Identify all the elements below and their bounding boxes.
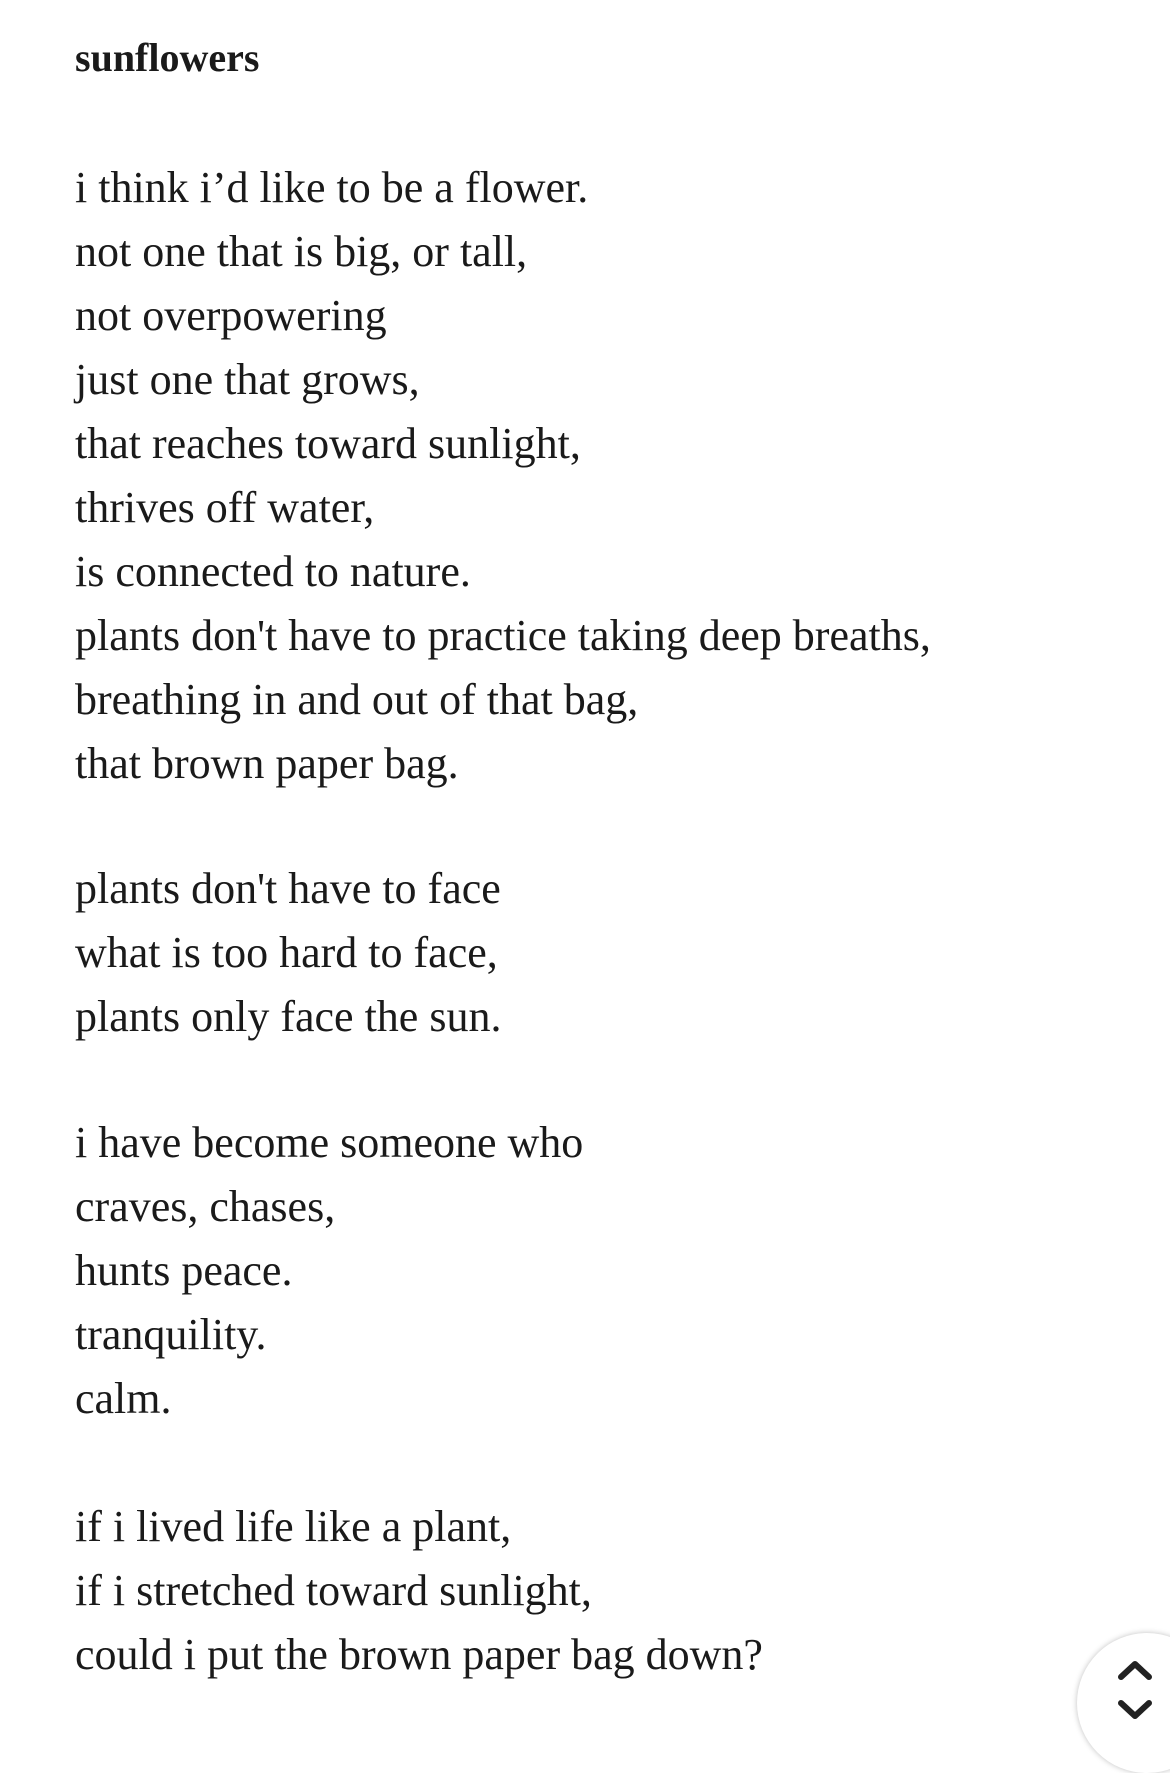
- poem-line: hunts peace.: [75, 1246, 293, 1295]
- poem-line: is connected to nature.: [75, 547, 471, 596]
- poem-line: could i put the brown paper bag down?: [75, 1630, 763, 1679]
- previous-button[interactable]: [1115, 1655, 1155, 1685]
- poem-line: what is too hard to face,: [75, 928, 498, 977]
- stanza-3: [75, 1111, 583, 1431]
- stanza-1: [75, 156, 931, 796]
- poem-line: that reaches toward sunlight,: [75, 419, 581, 468]
- chevron-down-icon: [1115, 1695, 1155, 1725]
- poem-line: craves, chases,: [75, 1182, 336, 1231]
- poem-line: i have become someone who: [75, 1118, 584, 1167]
- poem-line: tranquility.: [75, 1310, 267, 1359]
- poem-line: plants only face the sun.: [75, 992, 502, 1041]
- next-button[interactable]: [1115, 1695, 1155, 1725]
- poem-line: thrives off water,: [75, 483, 375, 532]
- poem-line: just one that grows,: [75, 355, 420, 404]
- poem-line: not one that is big, or tall,: [75, 227, 528, 276]
- poem-line: breathing in and out of that bag,: [75, 675, 639, 724]
- poem-line: plants don't have to face: [75, 864, 501, 913]
- stanza-4: [75, 1495, 763, 1687]
- poem-line: if i stretched toward sunlight,: [75, 1566, 592, 1615]
- poem-line: not overpowering: [75, 291, 387, 340]
- poem-line: that brown paper bag.: [75, 739, 459, 788]
- poem-line: calm.: [75, 1374, 172, 1423]
- poem-line: if i lived life like a plant,: [75, 1502, 512, 1551]
- stanza-2: [75, 857, 501, 1049]
- chevron-up-icon: [1115, 1655, 1155, 1685]
- page-navigation-widget: [1077, 1633, 1170, 1773]
- poem-title: sunflowers: [75, 35, 260, 80]
- poem-line: i think i’d like to be a flower.: [75, 163, 589, 212]
- poem-line: plants don't have to practice taking deep breaths,: [75, 611, 931, 660]
